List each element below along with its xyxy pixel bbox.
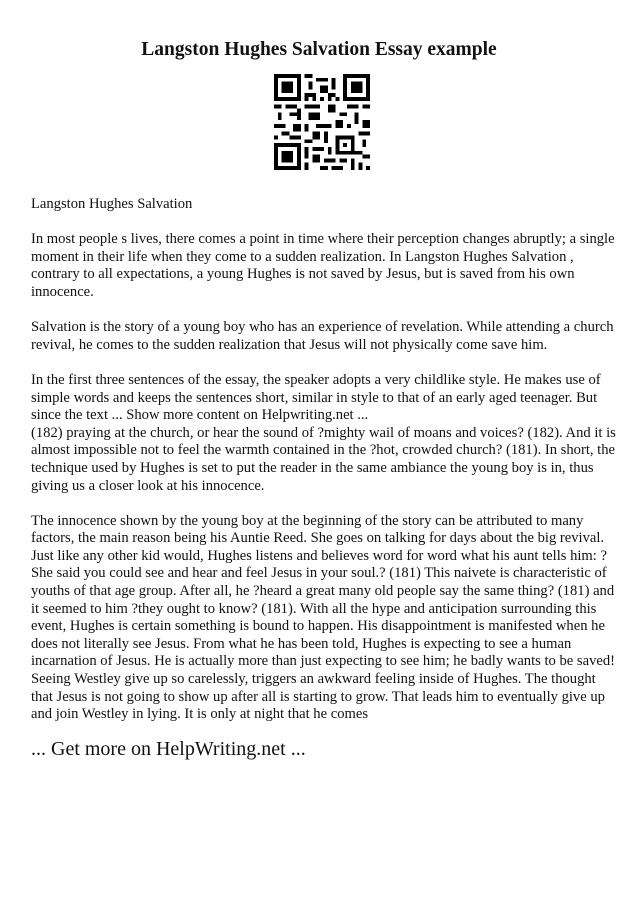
get-more-link[interactable]: ... Get more on HelpWriting.net ... — [31, 738, 306, 760]
paragraph-1: In most people s lives, there comes a point in time where their perception changes abruptly; a single moment in their life when they come to a sudden realization. In Langston Hughes Salvation , contrary to all expectations, a young Hughes is not saved by Jesus, but is saved from his own innocence. — [31, 231, 615, 300]
paragraph-3: In the first three sentences of the essay, the speaker adopts a very childlike style. He makes use of simple words and keeps the sentences short, similar in style to that of an early aged teenager. But since the text ... Show more content on Helpwriting.net ... — [31, 371, 601, 424]
paragraph-2: Salvation is the story of a young boy who has an experience of revelation. While attending a church revival, he comes to the sudden realization that Jesus will not physically come save him. — [31, 319, 614, 353]
page-title: Langston Hughes Salvation Essay example — [141, 39, 497, 60]
paragraph-5: The innocence shown by the young boy at the beginning of the story can be attributed to many factors, the main reason being his Auntie Reed. She goes on talking for days about the big revival. Just like any other kid would, Hughes listens and believes word for word what his aunt tells him: ?She said you could see and hear and feel Jesus in your soul.? (181) This naivete is characteristic of youths of that age group. After all, he ?heard a great many old people say the same thing? (181) and it seemed to him ?they ought to know? (181). With all the hype and anticipation surrounding this event, Hughes is certain something is bound to happen. His disappointment is manifested when he does not literally see Jesus. From what he has been told, Hughes is expecting to see a human incarnation of Jesus. He is actually more than just expecting to see him; he badly wants to be saved! Seeing Westley give up so carelessly, triggers an awkward feeling inside of Hughes. The thought that Jesus is not going to show up after all is starting to grow. That leads him to eventually give up and join Westley in lying. It is only at night that he comes — [31, 512, 615, 723]
qr-code-icon — [274, 74, 370, 170]
paragraph-4: (182) praying at the church, or hear the sound of ?mighty wail of moans and voices? (182). And it is almost impossible not to feel the warmth contained in the ?hot, crowded church? (181). In short, the technique used by Hughes is set to put the reader in the same ambiance the young boy is in, thus giving us a closer look at his innocence. — [31, 424, 616, 494]
essay-body — [31, 196, 617, 741]
essay-subtitle: Langston Hughes Salvation — [31, 196, 193, 212]
